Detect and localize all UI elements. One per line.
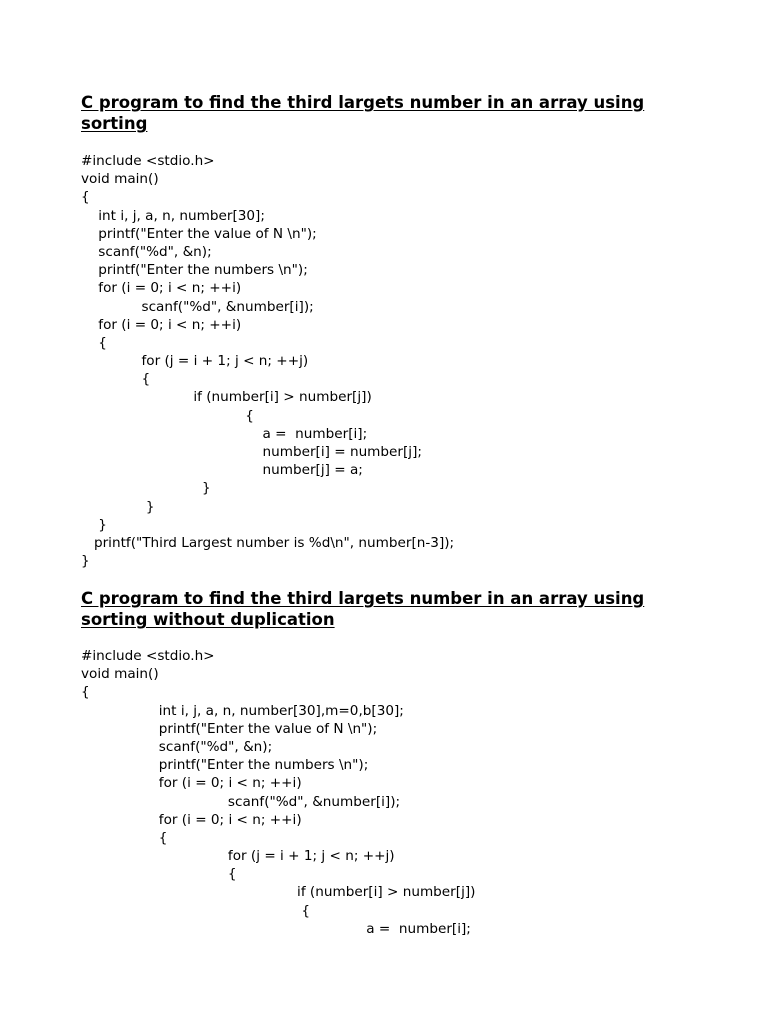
code-line: void main() <box>81 171 159 188</box>
code-line: if (number[i] > number[j]) <box>81 884 476 901</box>
code-line: a = number[i]; <box>81 920 471 937</box>
section-1-heading-line: sorting <box>81 114 148 133</box>
code-line: #include <stdio.h> <box>81 153 215 169</box>
code-line: printf("Enter the numbers \n"); <box>81 262 308 279</box>
code-line: int i, j, a, n, number[30],m=0,b[30]; <box>81 702 404 719</box>
section-2-heading-line: C program to find the third largets number in an array using <box>81 589 645 608</box>
code-line: { <box>81 829 168 846</box>
code-line: } <box>81 480 211 497</box>
code-line: int i, j, a, n, number[30]; <box>81 207 265 224</box>
code-line: #include <stdio.h> <box>81 648 215 664</box>
section-1-heading-line: C program to find the third largets number in an array using <box>81 93 645 112</box>
code-line: a = number[i]; <box>81 425 368 442</box>
code-line: { <box>81 866 237 883</box>
code-line: printf("Enter the value of N \n"); <box>81 720 378 737</box>
code-line: { <box>81 407 254 424</box>
code-line: number[j] = a; <box>81 462 363 479</box>
section-2-heading-line: sorting without duplication <box>81 610 335 629</box>
code-line: scanf("%d", &n); <box>81 243 212 260</box>
section-1-heading <box>81 92 701 134</box>
code-line: scanf("%d", &number[i]); <box>81 298 314 315</box>
section-2-heading <box>81 588 701 630</box>
code-line: { <box>81 334 107 351</box>
code-line: for (i = 0; i < n; ++i) <box>81 775 302 792</box>
code-line: printf("Third Largest number is %d\n", number[n-3]); <box>81 534 455 551</box>
code-line: printf("Enter the value of N \n"); <box>81 225 317 242</box>
code-line: for (j = i + 1; j < n; ++j) <box>81 848 395 865</box>
code-line: for (j = i + 1; j < n; ++j) <box>81 353 309 370</box>
code-line: { <box>81 902 311 919</box>
section-1-code-block <box>81 152 454 570</box>
code-line: { <box>81 371 151 388</box>
code-line: printf("Enter the numbers \n"); <box>81 757 369 774</box>
code-line: for (i = 0; i < n; ++i) <box>81 811 302 828</box>
code-line: } <box>81 498 155 515</box>
section-2-code-block <box>81 647 475 938</box>
code-line: for (i = 0; i < n; ++i) <box>81 316 242 333</box>
code-line: scanf("%d", &number[i]); <box>81 793 401 810</box>
code-line: } <box>81 516 107 533</box>
code-line: void main() <box>81 666 159 683</box>
code-line: { <box>81 684 90 701</box>
code-line: for (i = 0; i < n; ++i) <box>81 280 242 297</box>
code-line: scanf("%d", &n); <box>81 738 273 755</box>
code-line: } <box>81 553 90 570</box>
code-line: { <box>81 189 90 206</box>
code-line: number[i] = number[j]; <box>81 444 422 460</box>
code-line: if (number[i] > number[j]) <box>81 389 372 406</box>
